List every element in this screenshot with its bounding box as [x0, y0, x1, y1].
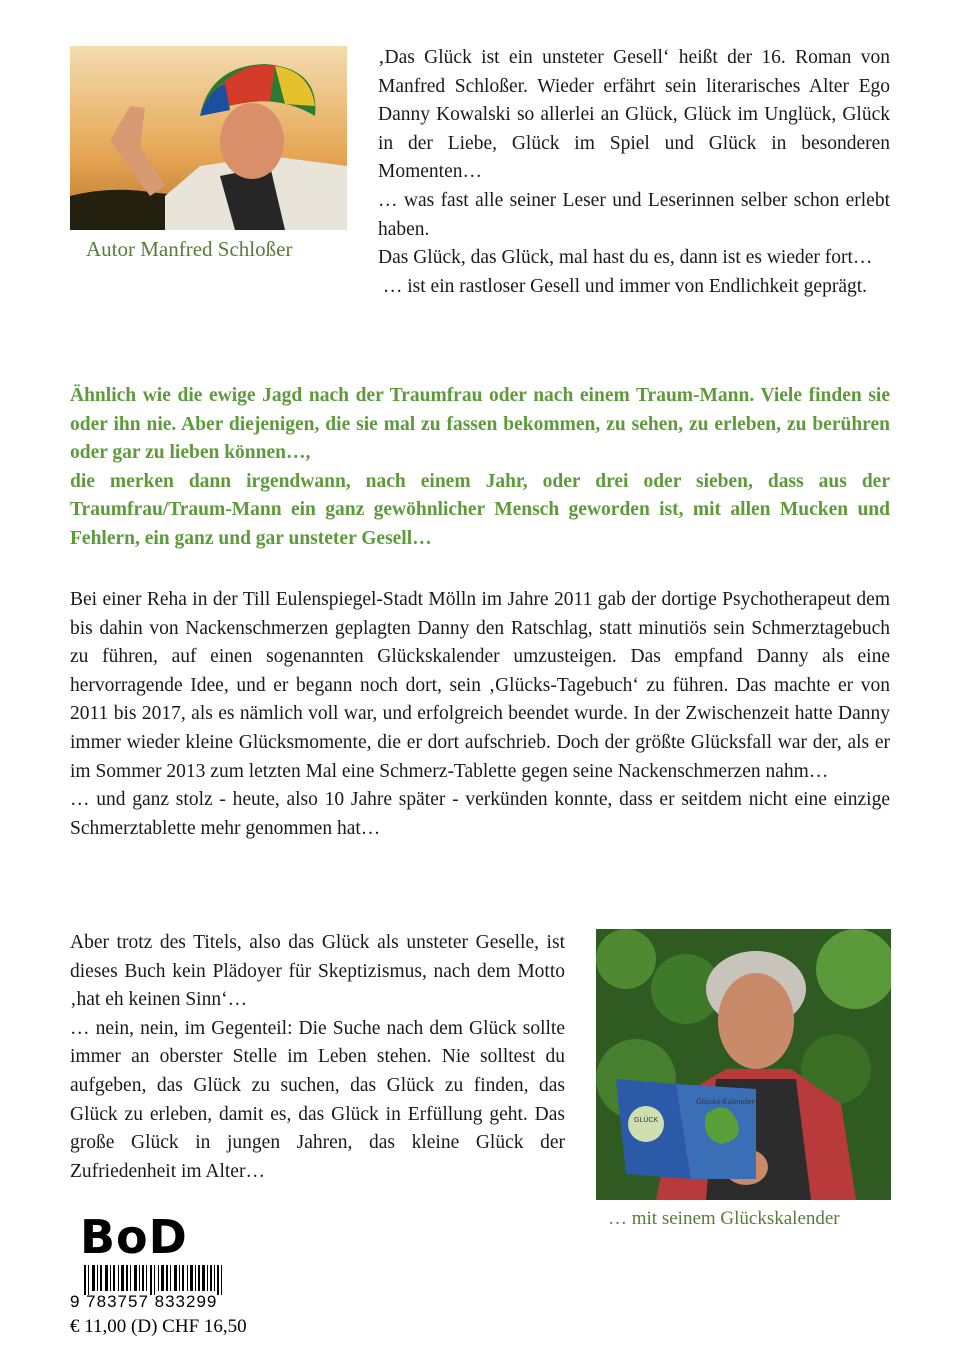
closing-paragraph: Aber trotz des Titels, also das Glück als unsteter Geselle, ist dieses Buch kein Plädoyer für Skeptizismus, nach dem Motto ‚hat eh keinen Sinn‘…	[70, 932, 565, 1011]
intro-paragraph: Das Glück, das Glück, mal hast du es, dann ist es wieder fort…	[378, 247, 873, 269]
body-paragraph: … und ganz stolz - heute, also 10 Jahre später - verkünden konnte, dass er seitdem nicht eine einzige Schmerztablette mehr genommen hat…	[70, 789, 890, 839]
body-paragraph: Bei einer Reha in der Till Eulenspiegel-Stadt Mölln im Jahre 2011 gab der dortige Psychotherapeut dem bis dahin von Nackenschmerzen geplagten Danny den Ratschlag, statt minutiös sein Schmerztagebuch zu führen, auf einen sogenannten Glückskalender umzusteigen. Das empfand Danny als eine hervorragende Idee, und er begann noch dort, sein ‚Glücks-Tagebuch‘ zu führen. Das machte er von 2011 bis 2017, als es nämlich voll war, und erfolgreich beendet wurde. In der Zwischenzeit hatte Danny immer wieder kleine Glücksmomente, die er dort aufschrieb. Doch der größte Glücksfall war der, als er im Sommer 2013 zum letzten Mal eine Schmerz-Tablette gegen seine Nackenschmerzen nahm…	[70, 589, 890, 782]
highlight-text	[70, 382, 890, 554]
price: € 11,00 (D) CHF 16,50	[70, 1316, 247, 1337]
closing-text	[70, 929, 565, 1186]
author-photo-caption: Autor Manfred Schloßer	[86, 237, 293, 261]
book-photo-caption: … mit seinem Glückskalender	[608, 1208, 840, 1229]
body-text	[70, 586, 890, 843]
publisher-logo: BoD	[80, 1210, 188, 1264]
highlight-paragraph: die merken dann irgendwann, nach einem Jahr, oder drei oder sieben, dass aus der Traumfrau/Traum-Mann ein ganz gewöhnlicher Mensch geworden ist, mit allen Mucken und Fehlern, ein ganz und gar unsteter Gesell…	[70, 470, 890, 549]
book-photo	[596, 929, 891, 1200]
book-photo-image	[596, 929, 891, 1200]
book-label: GLÜCK	[634, 1117, 659, 1124]
intro-paragraph: ‚Das Glück ist ein unsteter Gesell‘ heißt der 16. Roman von Manfred Schloßer. Wieder erfährt sein literarisches Alter Ego Danny Kowalski so allerlei an Glück, Glück im Unglück, Glück in der Liebe, Glück im Spiel und Glück in besonderen Momenten…	[378, 47, 890, 183]
barcode-icon	[70, 1265, 245, 1295]
intro-text	[378, 44, 890, 301]
intro-paragraph: … ist ein rastloser Gesell und immer von Endlichkeit geprägt.	[378, 275, 868, 297]
isbn-number: 9 783757 833299	[70, 1292, 218, 1311]
closing-paragraph: … nein, nein, im Gegenteil: Die Suche nach dem Glück sollte immer an oberster Stelle im Leben stehen. Nie solltest du aufgeben, das Glück zu suchen, das Glück zu finden, das Glück zu erleben, damit es, das Glück in Erfüllung geht. Das große Glück in jungen Jahren, das kleine Glück der Zufriedenheit im Alter…	[70, 1017, 565, 1182]
author-photo	[70, 46, 347, 230]
intro-paragraph: … was fast alle seiner Leser und Leserinnen selber schon erlebt haben.	[378, 189, 890, 240]
highlight-paragraph: Ähnlich wie die ewige Jagd nach der Traumfrau oder nach einem Traum-Mann. Viele finden sie oder ihn nie. Aber diejenigen, die sie mal zu fassen bekommen, zu sehen, zu erleben, zu berühren oder gar zu lieben können…,	[70, 385, 890, 464]
book-title: Glücks-Kalender	[696, 1098, 755, 1106]
author-photo-image	[70, 46, 347, 230]
